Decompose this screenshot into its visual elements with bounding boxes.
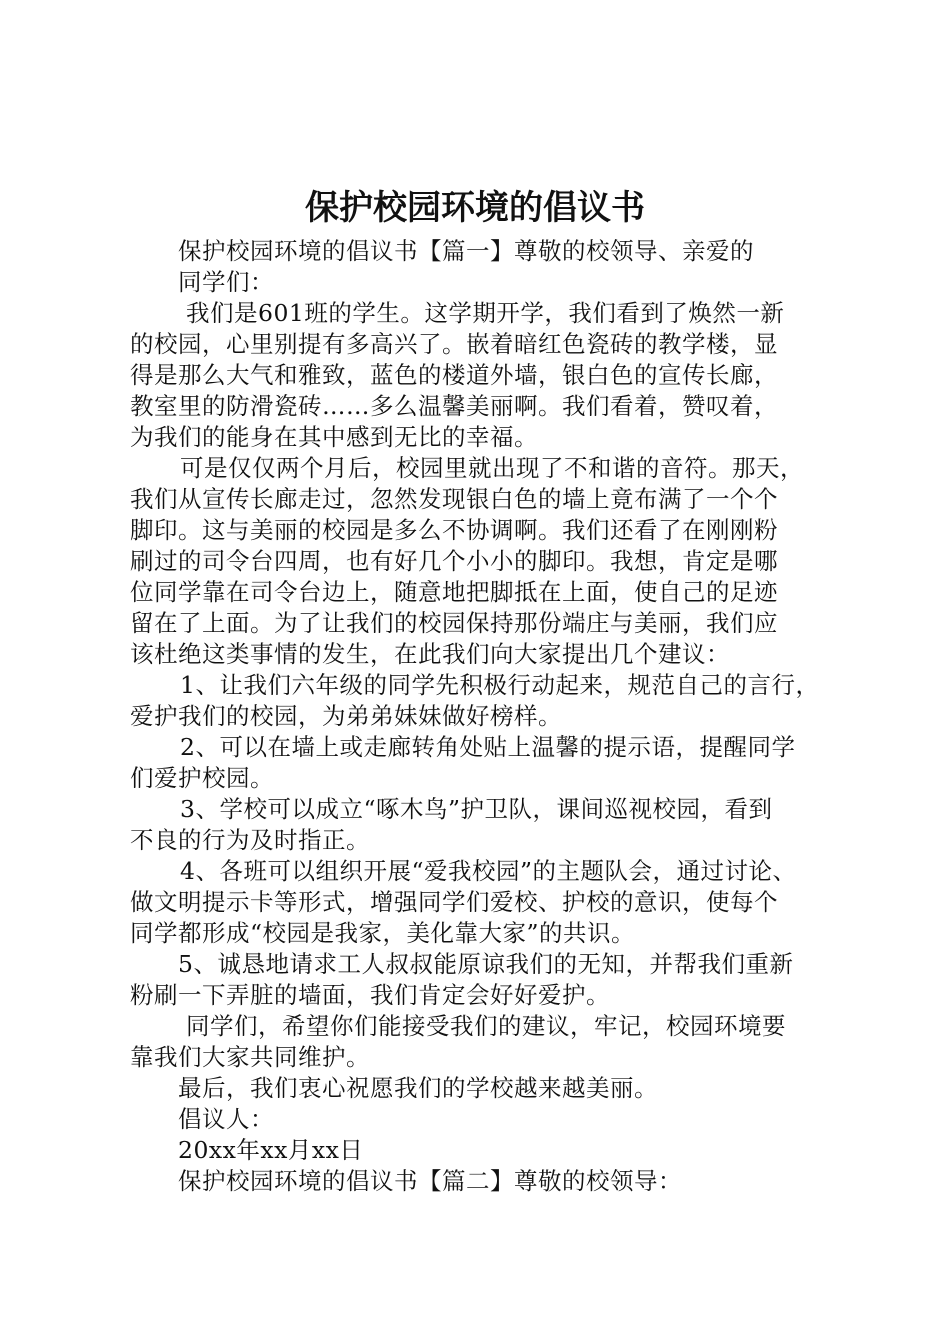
text-line: 们爱护校园。 (130, 764, 274, 792)
text-line: 4、各班可以组织开展“爱我校园”的主题队会，通过讨论、 (180, 857, 797, 885)
text-line: 我们从宣传长廊走过，忽然发现银白色的墙上竟布满了一个个 (130, 485, 778, 513)
document-title: 保护校园环境的倡议书 (305, 188, 645, 228)
text-line: 同学们，希望你们能接受我们的建议，牢记，校园环境要 (186, 1012, 786, 1040)
text-line: 为我们的能身在其中感到无比的幸福。 (130, 423, 538, 451)
text-line: 该杜绝这类事情的发生，在此我们向大家提出几个建议： (130, 640, 730, 668)
text-line: 位同学靠在司令台边上，随意地把脚抵在上面，使自己的足迹 (130, 578, 778, 606)
text-line: 最后，我们衷心祝愿我们的学校越来越美丽。 (178, 1074, 658, 1102)
text-line: 不良的行为及时指正。 (130, 826, 370, 854)
text-line: 同学都形成“校园是我家，美化靠大家”的共识。 (130, 919, 636, 947)
text-line: 2、可以在墙上或走廊转角处贴上温馨的提示语，提醒同学 (180, 733, 796, 761)
text-line: 的校园，心里别提有多高兴了。嵌着暗红色瓷砖的教学楼，显 (130, 330, 778, 358)
text-line: 粉刷一下弄脏的墙面，我们肯定会好好爱护。 (130, 981, 610, 1009)
text-line: 同学们： (178, 268, 274, 296)
text-line: 保护校园环境的倡议书【篇一】尊敬的校领导、亲爱的 (178, 237, 754, 265)
text-line: 1、让我们六年级的同学先积极行动起来，规范自己的言行， (180, 671, 820, 699)
text-line: 倡议人： (178, 1105, 274, 1133)
text-line: 保护校园环境的倡议书【篇二】尊敬的校领导： (178, 1167, 682, 1195)
text-line: 3、学校可以成立“啄木鸟”护卫队，课间巡视校园，看到 (180, 795, 773, 823)
text-line: 可是仅仅两个月后，校园里就出现了不和谐的音符。那天， (180, 454, 804, 482)
text-line: 留在了上面。为了让我们的校园保持那份端庄与美丽，我们应 (130, 609, 778, 637)
text-line: 刷过的司令台四周，也有好几个小小的脚印。我想，肯定是哪 (130, 547, 778, 575)
text-line: 做文明提示卡等形式，增强同学们爱校、护校的意识，使每个 (130, 888, 778, 916)
document-body (130, 236, 836, 1197)
text-line: 脚印。这与美丽的校园是多么不协调啊。我们还看了在刚刚粉 (130, 516, 778, 544)
text-line: 5、诚恳地请求工人叔叔能原谅我们的无知，并帮我们重新 (178, 950, 794, 978)
text-line: 得是那么大气和雅致，蓝色的楼道外墙，银白色的宣传长廊， (130, 361, 778, 389)
text-line: 靠我们大家共同维护。 (130, 1043, 370, 1071)
text-line: 我们是601班的学生。这学期开学，我们看到了焕然一新 (186, 299, 785, 327)
text-line: 教室里的防滑瓷砖……多么温馨美丽啊。我们看着，赞叹着， (130, 392, 778, 420)
text-line: 20xx年xx月xx日 (178, 1136, 364, 1164)
text-line: 爱护我们的校园，为弟弟妹妹做好榜样。 (130, 702, 562, 730)
